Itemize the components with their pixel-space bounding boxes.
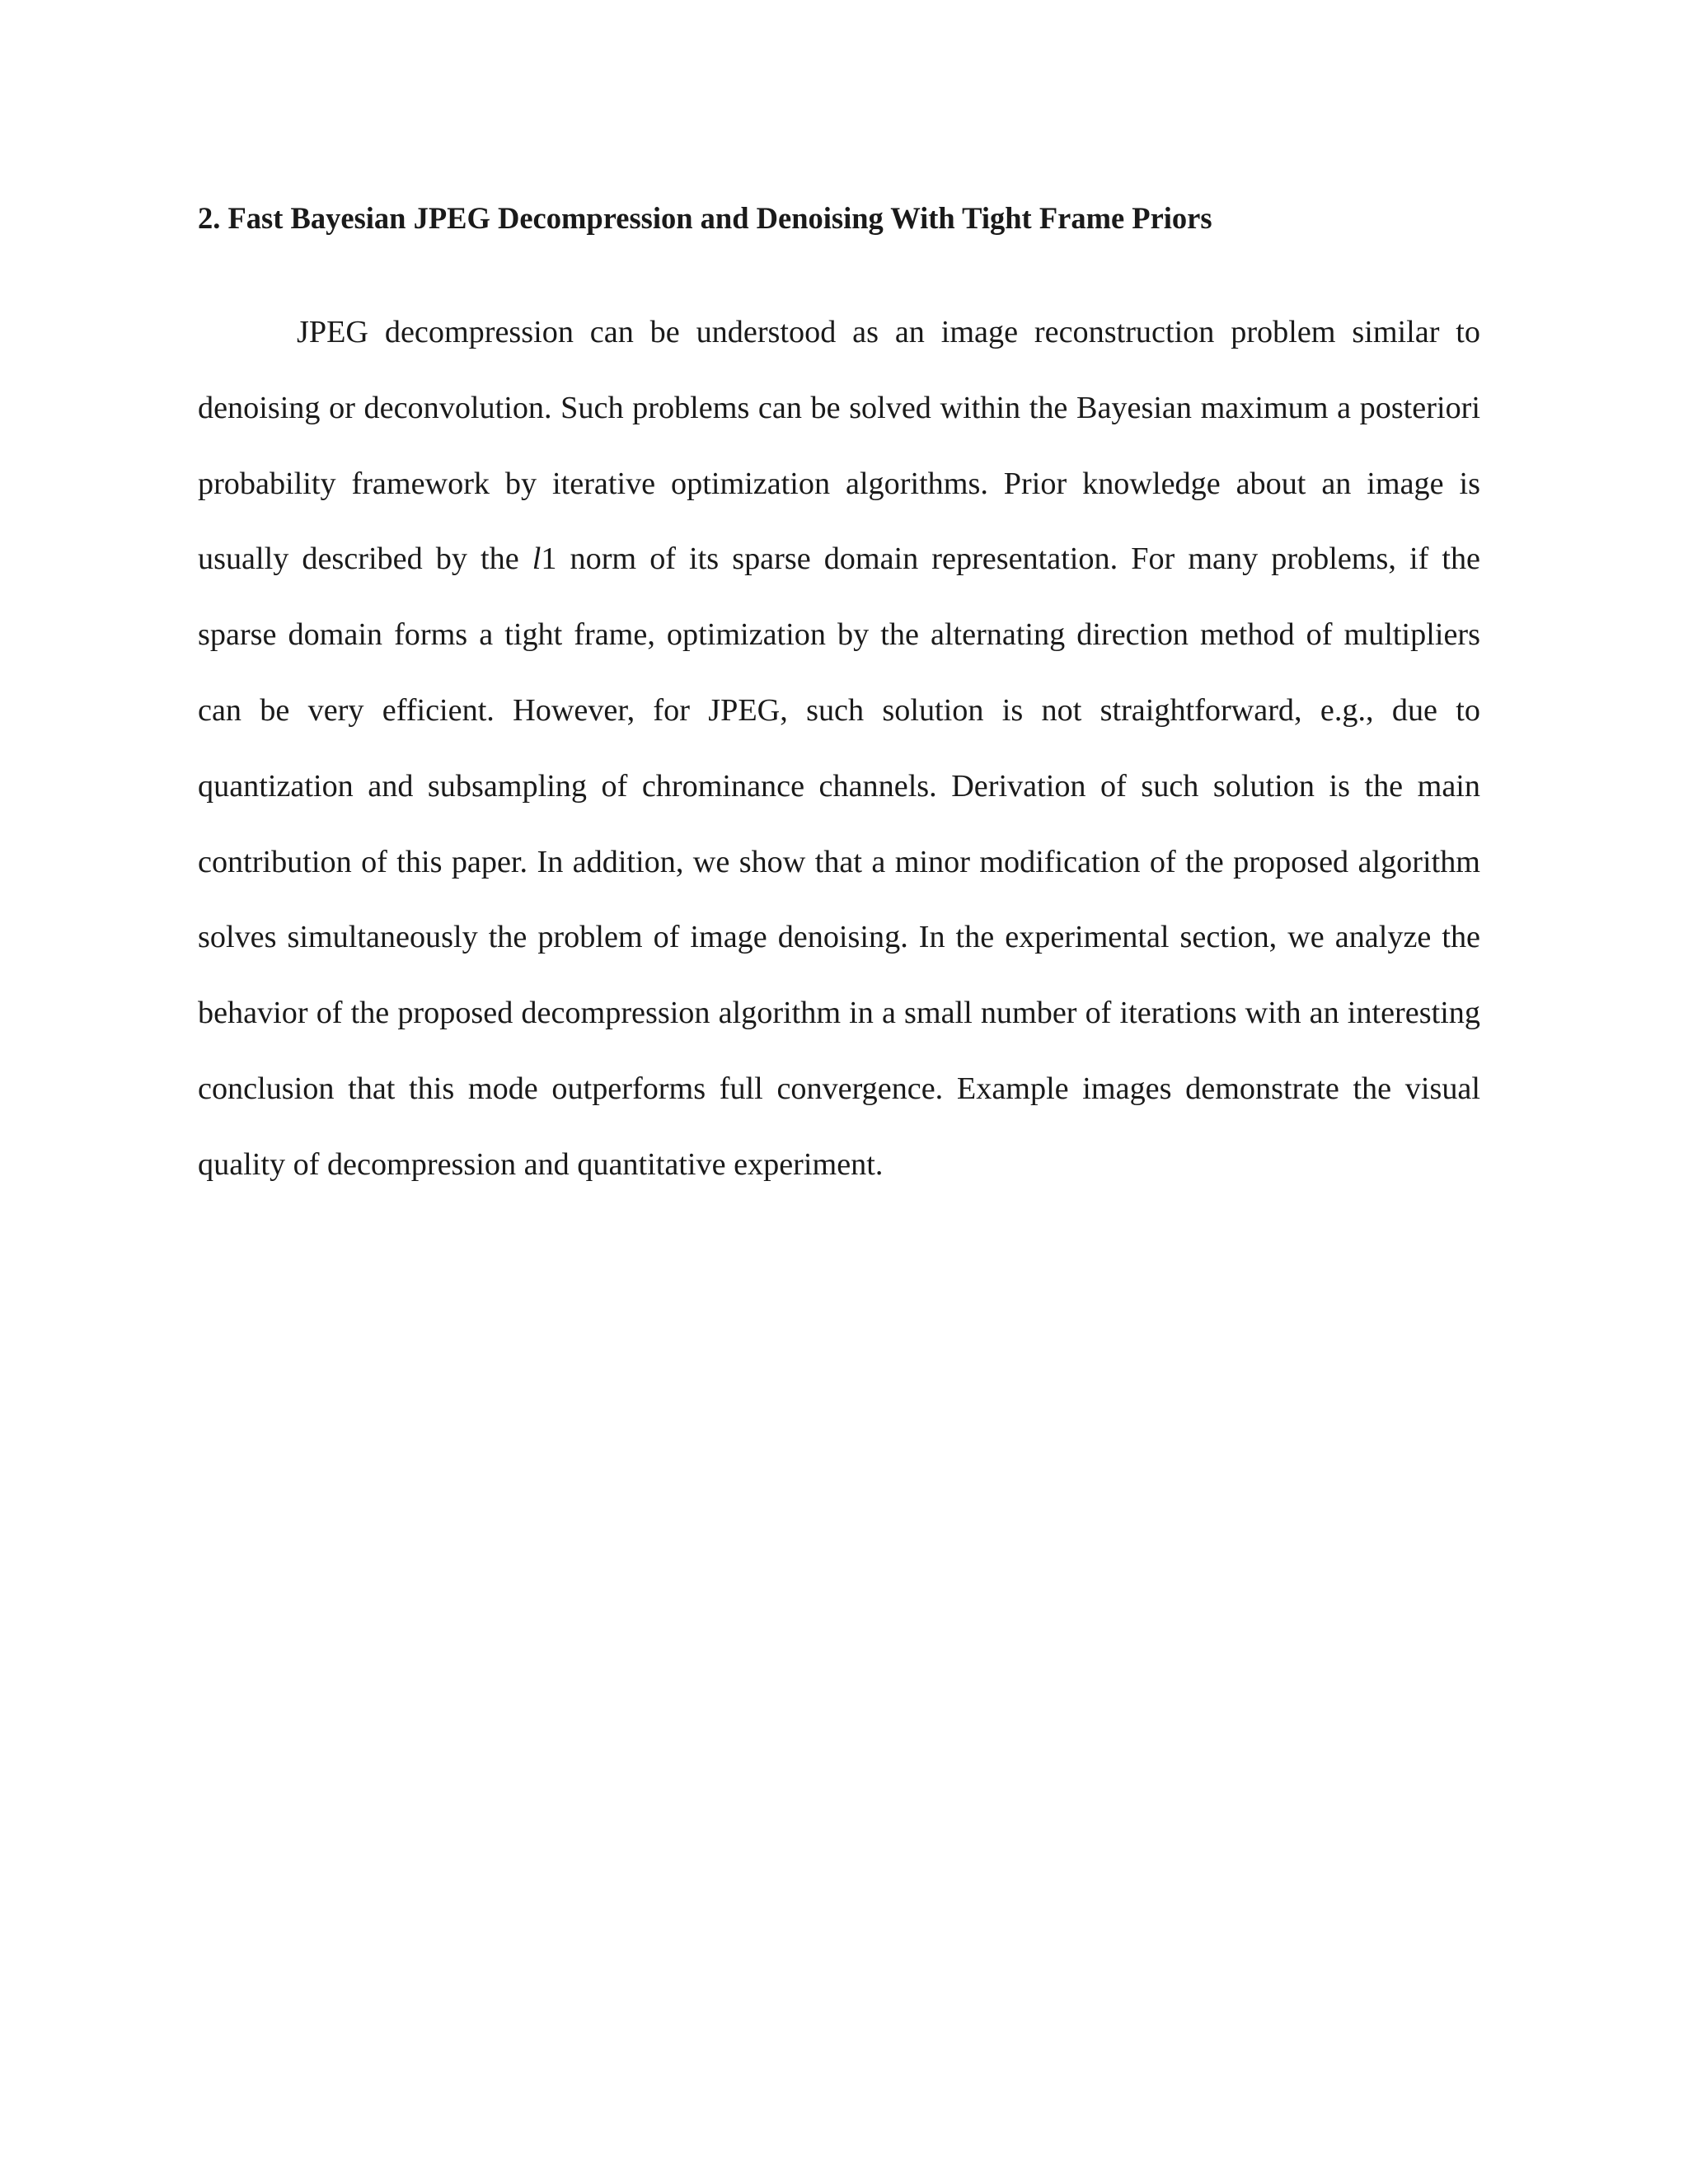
abstract-paragraph — [198, 295, 1480, 1203]
abstract-text-part2: 1 norm of its sparse domain representation. For many problems, if the sparse domain forms a tight frame, optimization by the alternating direction method of multipliers can be very efficient. However, for JPEG, such solution is not straightforward, e.g., due to quantization and subsampling of chrominance channels. Derivation of such solution is the main contribution of this paper. In addition, we show that a minor modification of the proposed algorithm solves simultaneously the problem of image denoising. In the experimental section, we analyze the behavior of the proposed decompression algorithm in a small number of iterations with an interesting conclusion that this mode outperforms full convergence. Example images demonstrate the visual quality of decompression and quantitative experiment. — [198, 541, 1481, 1182]
math-symbol-l: l — [532, 541, 542, 577]
section-heading: 2. Fast Bayesian JPEG Decompression and Denoising With Tight Frame Priors — [198, 201, 1212, 235]
abstract-text-part1: JPEG decompression can be understood as an image reconstruction problem similar to denoising or deconvolution. Such problems can be solved within the Bayesian maximum a posteriori probability framework by iterative optimization algorithms. Prior knowledge about an image is usually described by the — [198, 315, 1480, 577]
